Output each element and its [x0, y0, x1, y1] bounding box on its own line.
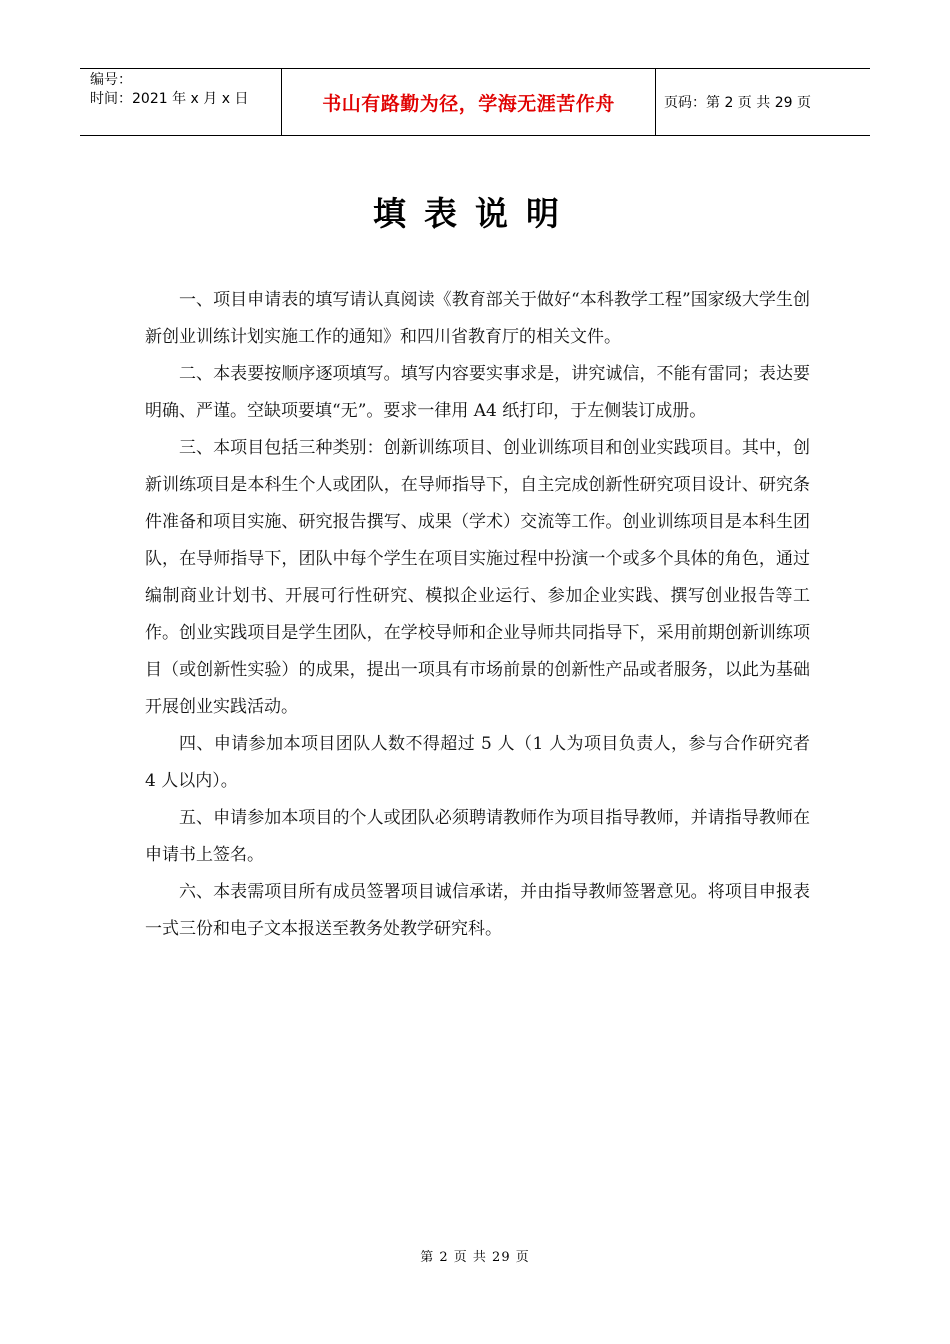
instructions-body: [145, 282, 810, 948]
header-motto-cell: [281, 69, 656, 135]
page-info: 页码：第 2 页 共 29 页: [664, 95, 811, 111]
paragraph-1: 一、项目申请表的填写请认真阅读《教育部关于做好“本科教学工程”国家级大学生创新创业训练计划实施工作的通知》和四川省教育厅的相关文件。: [145, 290, 810, 347]
number-label: 编号：: [90, 72, 132, 88]
paragraph-3: 三、本项目包括三种类别：创新训练项目、创业训练项目和创业实践项目。其中，创新训练项目是本科生个人或团队，在导师指导下，自主完成创新性研究项目设计、研究条件准备和项目实施、研究报告撰写、成果（学术）交流等工作。创业训练项目是本科生团队，在导师指导下，团队中每个学生在项目实施过程中扮演一个或多个具体的角色，通过编制商业计划书、开展可行性研究、模拟企业运行、参加企业实践、撰写创业报告等工作。创业实践项目是学生团队，在学校导师和企业导师共同指导下，采用前期创新训练项目（或创新性实验）的成果，提出一项具有市场前景的创新性产品或者服务，以此为基础开展创业实践活动。: [145, 438, 810, 717]
document-header: [80, 68, 870, 136]
header-meta: [80, 69, 281, 135]
time-label: 时间：2021 年 x 月 x 日: [90, 91, 249, 107]
header-page-cell: [656, 69, 870, 135]
page-footer: 第 2 页 共 29 页: [420, 1250, 530, 1265]
page-title: 填表说明: [373, 194, 577, 233]
motto-text: 书山有路勤为径，学海无涯苦作舟: [322, 92, 615, 115]
paragraph-6: 六、本表需项目所有成员签署项目诚信承诺，并由指导教师签署意见。将项目申报表一式三份和电子文本报送至教务处教学研究科。: [145, 882, 810, 939]
paragraph-5: 五、申请参加本项目的个人或团队必须聘请教师作为项目指导教师，并请指导教师在申请书上签名。: [145, 808, 810, 865]
paragraph-4: 四、申请参加本项目团队人数不得超过 5 人（1 人为项目负责人，参与合作研究者 4 人以内）。: [145, 734, 810, 791]
paragraph-2: 二、本表要按顺序逐项填写。填写内容要实事求是，讲究诚信，不能有雷同；表达要明确、严谨。空缺项要填“无”。要求一律用 A4 纸打印，于左侧装订成册。: [145, 364, 810, 421]
